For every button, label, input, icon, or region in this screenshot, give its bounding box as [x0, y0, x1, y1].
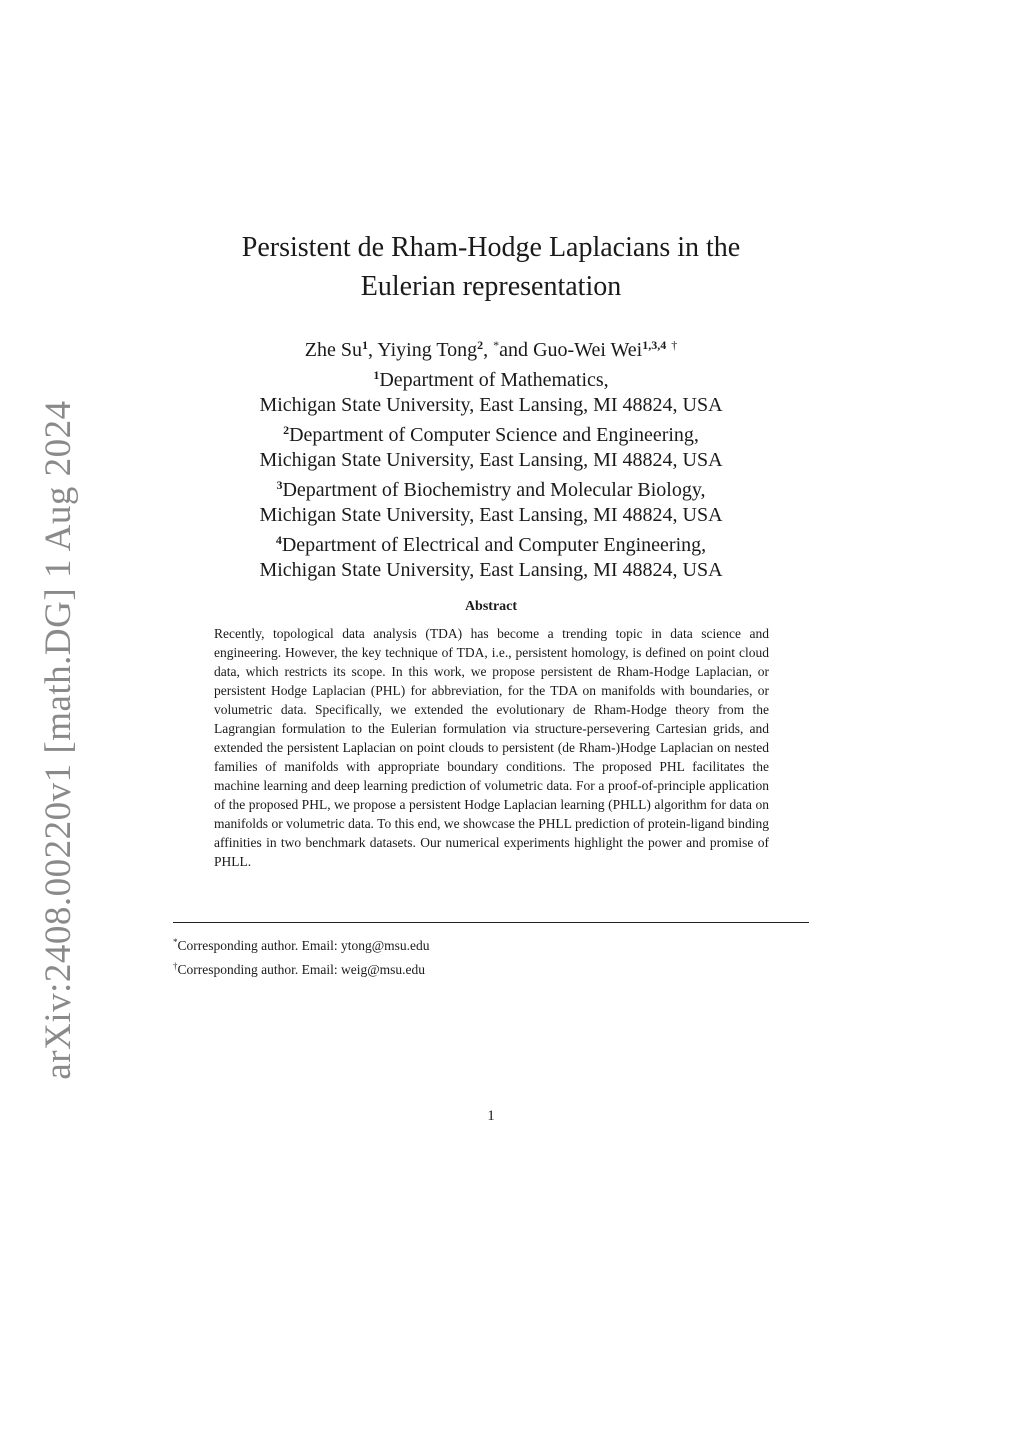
author-affiliation-mark: 1: [361, 338, 368, 352]
affiliation-university: Michigan State University, East Lansing, MI 48824, USA: [259, 394, 723, 416]
affiliation: [150, 363, 832, 418]
affiliation: [150, 528, 832, 583]
corresponding-mark: †: [671, 338, 678, 352]
department-name: Department of Computer Science and Engineering,: [289, 424, 699, 446]
footnotes: [173, 932, 809, 980]
affiliation-mark: 4: [275, 533, 282, 547]
affiliation-mark: 2: [283, 423, 290, 437]
footnote-text: Corresponding author. Email: ytong@msu.edu: [177, 938, 430, 953]
affiliation-dept: [276, 479, 705, 501]
affiliation: [150, 473, 832, 528]
author-conjunction: and: [499, 339, 534, 361]
affiliation: [150, 418, 832, 473]
department-name: Department of Mathematics,: [379, 369, 609, 391]
affiliation-university: Michigan State University, East Lansing, MI 48824, USA: [259, 504, 723, 526]
affiliation-dept: [276, 534, 706, 556]
author-block: [150, 333, 832, 583]
corresponding-mark: *: [493, 338, 500, 352]
abstract-heading: Abstract: [464, 599, 518, 614]
footnote-text: Corresponding author. Email: weig@msu.edu: [177, 962, 426, 977]
author-list: [150, 333, 832, 363]
author-name: Yiying Tong: [377, 339, 478, 361]
affiliation-mark: 3: [276, 478, 283, 492]
footnote: [173, 956, 809, 980]
author-affiliation-mark: 1,3,4: [642, 338, 667, 352]
author-separator: ,: [483, 339, 494, 361]
affiliation-dept: [373, 369, 608, 391]
title-line-2: Eulerian representation: [360, 271, 622, 302]
author-name: Guo-Wei Wei: [533, 339, 643, 361]
affiliation-university: Michigan State University, East Lansing, MI 48824, USA: [259, 559, 723, 581]
paper-title: [160, 228, 822, 306]
affiliation-dept: [283, 424, 699, 446]
footnote-divider: [173, 922, 809, 923]
author-affiliation-mark: 2: [477, 338, 484, 352]
arxiv-identifier: arXiv:2408.00220v1 [math.DG] 1 Aug 2024: [38, 400, 79, 1080]
title-line-1: Persistent de Rham-Hodge Laplacians in the: [241, 232, 741, 263]
footnote-mark: *: [173, 937, 178, 947]
affiliation-mark: 1: [373, 368, 380, 382]
author-separator: ,: [367, 339, 378, 361]
abstract-text: Recently, topological data analysis (TDA) has become a trending topic in data science and engineering. However, the key technique of TDA, i.e., persistent homology, is defined on point cloud data, which restricts its scope. In this work, we propose persistent de Rham-Hodge Laplacian, or persistent Hodge Laplacian (PHL) for abbreviation, for the TDA on manifolds with boundaries, or volumetric data. Specifically, we extended the evolutionary de Rham-Hodge theory from the Lagrangian formulation to the Eulerian formulation via structure-persevering Cartesian grids, and extended the persistent Laplacian on point clouds to persistent (de Rham-)Hodge Laplacian on nested families of manifolds with appropriate boundary conditions. The proposed PHL facilitates the machine learning and deep learning prediction of volumetric data. For a proof-of-principle application of the proposed PHL, we propose a persistent Hodge Laplacian learning (PHLL) algorithm for data on manifolds or volumetric data. To this end, we showcase the PHLL prediction of protein-ligand binding affinities in two benchmark datasets. Our numerical experiments highlight the power and promise of PHLL.: [214, 626, 769, 869]
author-name: Zhe Su: [304, 339, 362, 361]
page-number: 1: [487, 1108, 495, 1124]
affiliation-university: Michigan State University, East Lansing, MI 48824, USA: [259, 449, 723, 471]
footnote: [173, 932, 809, 956]
department-name: Department of Biochemistry and Molecular Biology,: [282, 479, 706, 501]
footnote-mark: †: [173, 961, 178, 971]
department-name: Department of Electrical and Computer Engineering,: [281, 534, 707, 556]
